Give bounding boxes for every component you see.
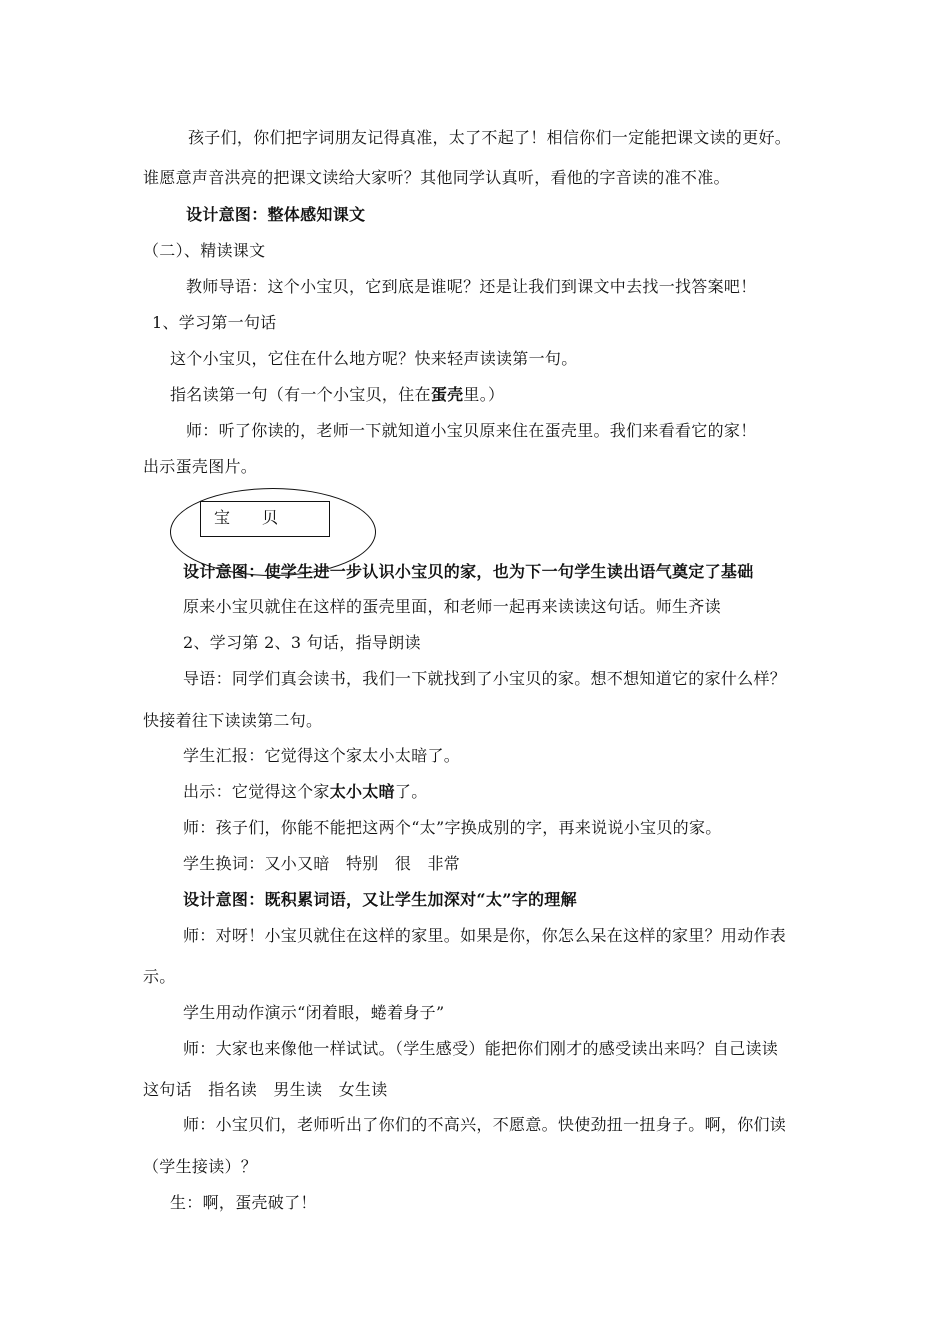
paragraph-line: 孩子们，你们把字词朋友记得真准，太了不起了！相信你们一定能把课文读的更好。	[188, 128, 792, 147]
paragraph-line: 师：听了你读的，老师一下就知道小宝贝原来住在蛋壳里。我们来看看它的家！	[186, 421, 757, 440]
paragraph-line: 教师导语：这个小宝贝，它到底是谁呢？还是让我们到课文中去找一找答案吧！	[186, 277, 757, 296]
paragraph-line: 这句话 指名读 男生读 女生读	[143, 1080, 388, 1099]
paragraph-line: 原来小宝贝就住在这样的蛋壳里面，和老师一起再来读读这句话。师生齐读	[183, 597, 721, 616]
paragraph-line: 学生换词：又小又暗 特别 很 非常	[183, 854, 461, 873]
bold-term: 太小太暗	[329, 782, 395, 801]
paragraph-line: 师：小宝贝们，老师听出了你们的不高兴，不愿意。快使劲扭一扭身子。啊，你们读	[183, 1115, 787, 1134]
paragraph-line: 这个小宝贝，它住在什么地方呢？快来轻声读读第一句。	[170, 349, 578, 368]
bold-term: 蛋壳	[430, 385, 464, 404]
subsection-heading: 2、学习第 2、3 句话，指导朗读	[183, 633, 421, 652]
paragraph-line	[170, 385, 504, 405]
box-label-text: 宝 贝	[214, 508, 279, 527]
design-intent-heading: 设计意图：既积累词语，又让学生加深对“太”字的理解	[183, 890, 577, 909]
paragraph-line: 生：啊，蛋壳破了！	[170, 1193, 317, 1212]
text-run: 出示：它觉得这个家	[183, 782, 330, 801]
paragraph-line: 快接着往下读读第二句。	[143, 711, 323, 730]
paragraph-line: 学生汇报：它觉得这个家太小太暗了。	[183, 746, 461, 765]
design-intent-heading: 设计意图：整体感知课文	[186, 205, 366, 224]
section-heading: （二）、精读课文	[143, 241, 266, 260]
paragraph-line: 示。	[143, 967, 176, 986]
paragraph-line: 师：对呀！小宝贝就住在这样的家里。如果是你，你怎么呆在这样的家里？用动作表	[183, 926, 787, 945]
design-intent-heading: 设计意图：使学生进一步认识小宝贝的家，也为下一句学生读出语气奠定了基础	[183, 562, 754, 581]
paragraph-line: （学生接读）？	[143, 1157, 258, 1176]
paragraph-line: 导语：同学们真会读书，我们一下就找到了小宝贝的家。想不想知道它的家什么样？	[183, 669, 787, 688]
subsection-heading: 1、学习第一句话	[152, 313, 277, 332]
paragraph-line: 师：孩子们，你能不能把这两个“太”字换成别的字，再来说说小宝贝的家。	[183, 818, 722, 837]
paragraph-line: 出示蛋壳图片。	[143, 457, 258, 476]
paragraph-line: 师：大家也来像他一样试试。（学生感受）能把你们刚才的感受读出来吗？自己读读	[183, 1039, 779, 1058]
text-run: 里。）	[463, 385, 505, 404]
text-run: 指名读第一句（有一个小宝贝，住在	[170, 385, 431, 404]
paragraph-line	[183, 782, 428, 802]
paragraph-line: 谁愿意声音洪亮的把课文读给大家听？其他同学认真听，看他的字音读的准不准。	[143, 168, 730, 187]
text-run: 了。	[394, 782, 428, 801]
paragraph-line: 学生用动作演示“闭着眼，蜷着身子”	[183, 1003, 445, 1022]
